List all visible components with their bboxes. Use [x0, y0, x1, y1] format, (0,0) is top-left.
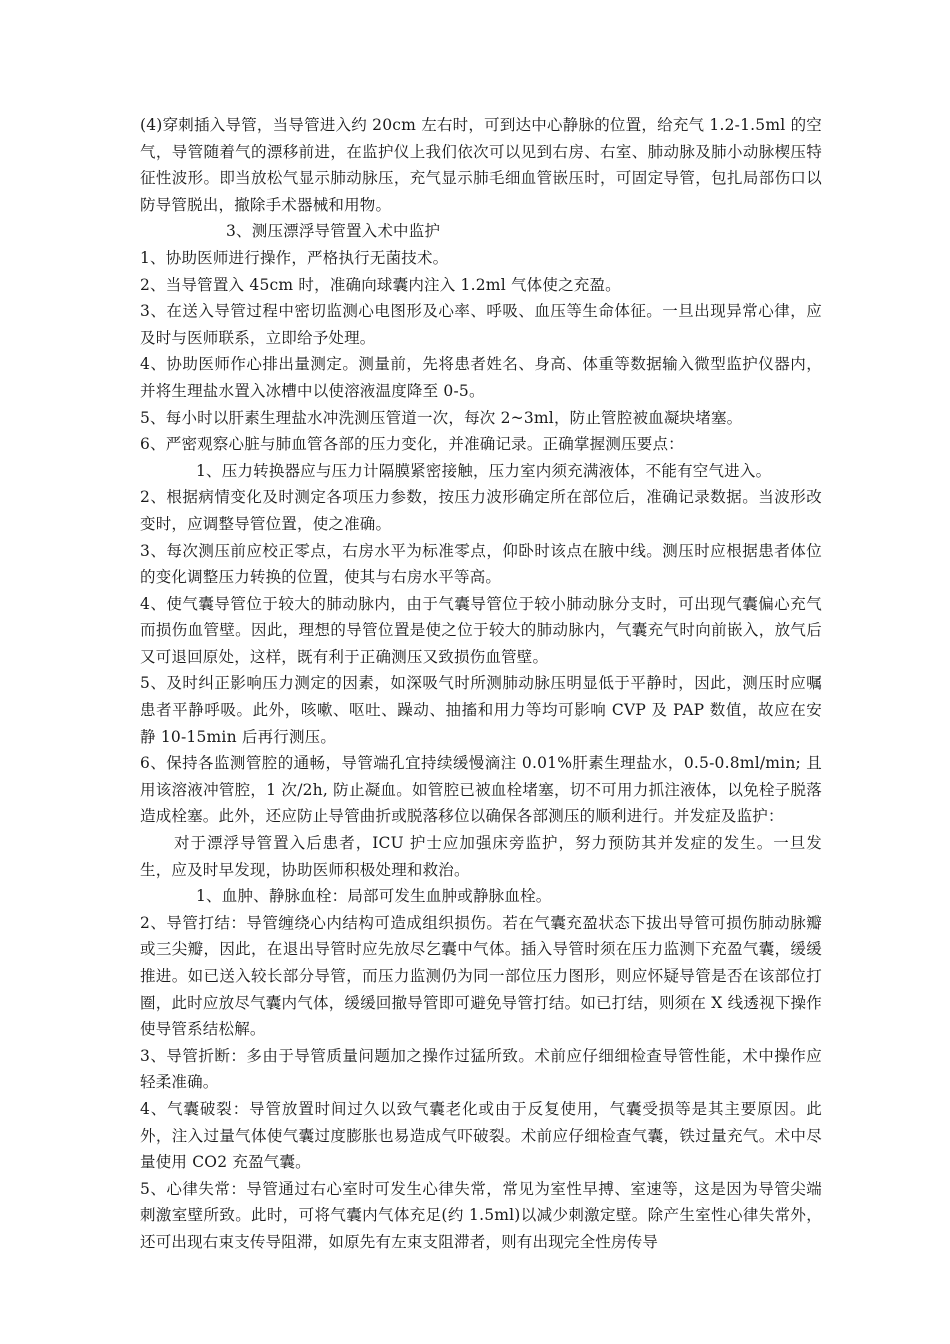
list-item: 4、协助医师作心排出量测定。测量前，先将患者姓名、身高、体重等数据输入微型监护仪器内，并将生理盐水置入冰槽中以使溶液温度降至 0-5。 [140, 355, 822, 400]
list-item: 1、血肿、静脉血栓：局部可发生血肿或静脉血栓。 [196, 887, 552, 906]
document-page [140, 112, 822, 1256]
list-item: 6、严密观察心脏与肺血管各部的压力变化，并准确记录。正确掌握测压要点： [140, 435, 684, 454]
list-item: 2、当导管置入 45cm 时，准确向球囊内注入 1.2ml 气体使之充盈。 [140, 275, 621, 294]
list-item: 1、协助医师进行操作，严格执行无菌技术。 [140, 248, 449, 267]
list-item: 5、心律失常：导管通过右心室时可发生心律失常，常见为室性早搏、室速等，这是因为导管尖端刺激室壁所致。此时，可将气囊内气体充足(约 1.5ml)以减少刺激定壁。除产生室性心律失常外，还可出现右束支传导阻滞，如原先有左束支阻滞者，则有出现完全性房传导 [140, 1179, 822, 1251]
list-item: 3、每次测压前应校正零点，右房水平为标准零点，仰卧时该点在腋中线。测压时应根据患者体位的变化调整压力转换的位置，使其与右房水平等高。 [140, 541, 822, 587]
list-item: 5、每小时以肝素生理盐水冲洗测压管道一次，每次 2~3ml，防止管腔被血凝块堵塞。 [140, 408, 743, 427]
list-item: 5、及时纠正影响压力测定的因素，如深吸气时所测肺动脉压明显低于平静时，因此，测压时应嘱患者平静呼吸。此外，咳嗽、呕吐、躁动、抽搐和用力等均可影响 CVP 及 PAP 数值，故应在安静 10-15min 后再行测压。 [140, 674, 822, 746]
list-item: 4、气囊破裂：导管放置时间过久以致气囊老化或由于反复使用，气囊受损等是其主要原因。此外，注入过量气体使气囊过度膨胀也易造成气吓破裂。术前应仔细检查气囊，铁过量充气。术中尽量使用 CO2 充盈气囊。 [140, 1099, 822, 1172]
paragraph-complications-intro: 对于漂浮导管置入后患者，ICU 护士应加强床旁监护，努力预防其并发症的发生。一旦发生，应及时早发现，协助医师积极处理和救治。 [140, 834, 822, 879]
list-item: 2、导管打结：导管缠绕心内结构可造成组织损伤。若在气囊充盈状态下拔出导管可损伤肺动脉瓣或三尖瓣，因此，在退出导管时应先放尽乞囊中气体。插入导管时须在压力监测下充盈气囊，缓缓推进。如已送入较长部分导管，而压力监测仍为同一部位压力图形，则应怀疑导管是否在该部位打圈，此时应放尽气囊内气体，缓缓回撤导管即可避免导管打结。如已打结，则须在 X 线透视下操作使导管系结松解。 [140, 913, 822, 1039]
list-item: 3、在送入导管过程中密切监测心电图形及心率、呼吸、血压等生命体征。一旦出现异常心律，应及时与医师联系，立即给予处理。 [140, 302, 822, 347]
list-item: 1、压力转换器应与压力计隔膜紧密接触，压力室内须充满液体，不能有空气进入。 [196, 461, 772, 480]
paragraph-insertion-step: (4)穿刺插入导管，当导管进入约 20cm 左右时，可到达中心静脉的位置，给充气 1.2-1.5ml 的空气，导管随着气的漂移前进，在监护仪上我们依次可以见到右房、右室、肺动脉及肺小动脉楔压特征性波形。即当放松气显示肺动脉压，充气显示肺毛细血管嵌压时，可固定导管，包扎局部伤口以防导管脱出，撤除手术器械和用物。 [140, 116, 822, 214]
list-item: 2、根据病情变化及时测定各项压力参数，按压力波形确定所在部位后，准确记录数据。当波形改变时，应调整导管位置，使之准确。 [140, 488, 822, 533]
section-heading: 3、测压漂浮导管置入术中监护 [226, 222, 441, 241]
list-item: 4、使气囊导管位于较大的肺动脉内，由于气囊导管位于较小肺动脉分支时，可出现气囊偏心充气而损伤血管壁。因此，理想的导管位置是使之位于较大的肺动脉内，气囊充气时向前嵌入，放气后又可退回原处，这样，既有利于正确测压又致损伤血管壁。 [140, 594, 822, 666]
list-item: 3、导管折断：多由于导管质量问题加之操作过猛所致。术前应仔细细检查导管性能，术中操作应轻柔准确。 [140, 1046, 822, 1092]
list-item: 6、保持各监测管腔的通畅，导管端孔宜持续缓慢滴注 0.01%肝素生理盐水，0.5-0.8ml/min; 且用该溶液冲管腔，1 次/2h, 防止凝血。如管腔已被血栓堵塞，切不可用力抓注液体，以免栓子脱落造成栓塞。此外，还应防止导管曲折或脱落移位以确保各部测压的顺利进行。并发症及监护： [140, 754, 822, 826]
